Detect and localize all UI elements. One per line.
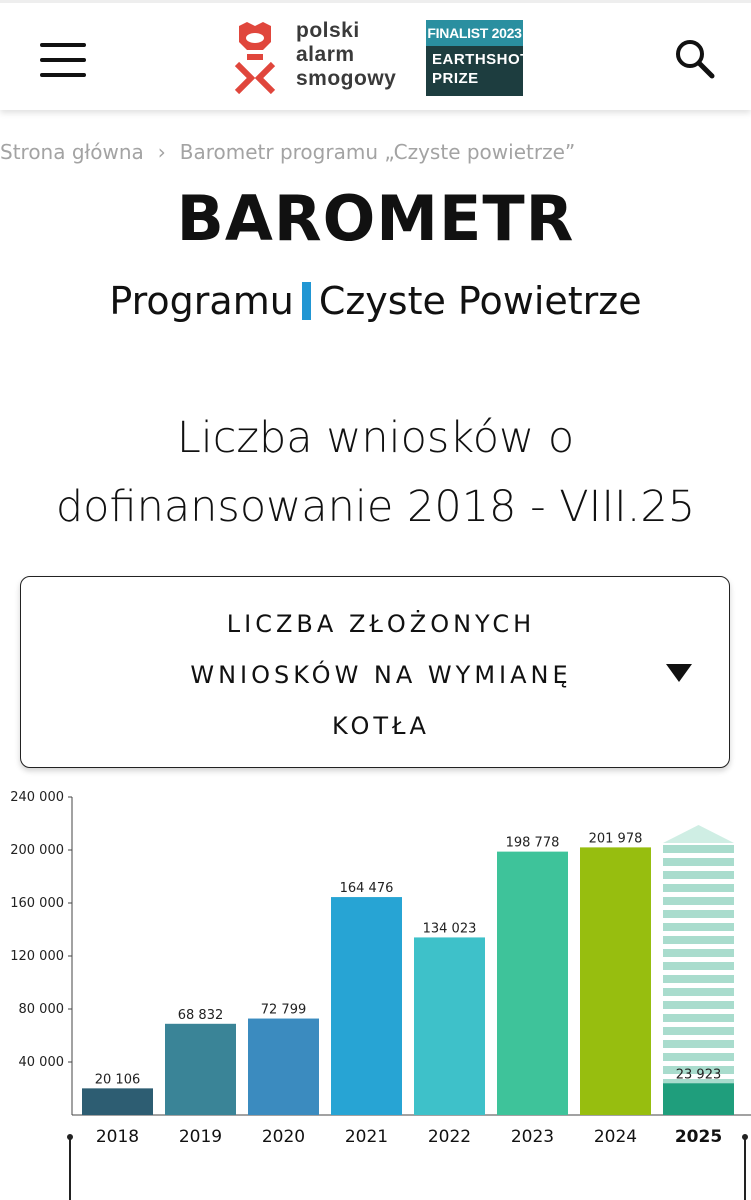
logo-line2: alarm [296, 43, 355, 66]
projection-stripe [663, 1053, 734, 1061]
projection-stripe [663, 1040, 734, 1048]
breadcrumb-current: Barometr programu „Czyste powietrze” [179, 140, 576, 164]
projection-stripe [663, 858, 734, 866]
y-tick-label: 200 000 [10, 843, 64, 858]
projection-stripe [663, 897, 734, 905]
data-label: 164 476 [339, 881, 394, 897]
data-label: 20 106 [94, 1072, 141, 1088]
menu-icon[interactable] [40, 43, 86, 77]
subtitle-divider [302, 282, 311, 320]
chevron-down-icon[interactable] [666, 664, 692, 682]
breadcrumb [0, 140, 575, 164]
page-subtitle [0, 279, 751, 323]
bar-2018 [82, 1088, 153, 1115]
projection-stripe [663, 923, 734, 931]
y-tick-label: 80 000 [18, 1002, 64, 1017]
data-label: 201 978 [588, 831, 643, 847]
x-tick-label: 2021 [344, 1127, 389, 1147]
projection-stripe [663, 975, 734, 983]
x-tick-label: 2018 [95, 1127, 140, 1147]
x-tick-label: 2020 [261, 1127, 306, 1147]
data-label: 134 023 [422, 921, 477, 937]
projection-stripe [663, 1014, 734, 1022]
logo-wordmark[interactable] [296, 19, 396, 91]
metric-select-label [121, 599, 641, 752]
x-tick-label: 2019 [178, 1127, 223, 1147]
x-tick-label: 2024 [593, 1127, 638, 1147]
search-icon[interactable] [672, 37, 718, 81]
chart-heading-line1: Liczba wniosków o [176, 413, 575, 463]
y-tick-label: 120 000 [10, 949, 64, 964]
bar-2020 [248, 1019, 319, 1115]
metric-label-line2: WNIOSKÓW NA WYMIANĘ [190, 661, 572, 689]
metric-label-line3: KOTŁA [332, 712, 430, 740]
metric-select[interactable] [20, 576, 730, 768]
projection-stripe [663, 910, 734, 918]
projection-stripe [663, 962, 734, 970]
metric-label-line1: LICZBA ZŁOŻONYCH [226, 610, 536, 638]
y-tick-label: 160 000 [10, 896, 64, 911]
subtitle-right: Czyste Powietrze [318, 279, 642, 323]
logo-line1: polski [296, 19, 360, 42]
projection-stripe [663, 936, 734, 944]
badge-line2: PRIZE [432, 70, 479, 87]
data-label: 23 923 [675, 1067, 722, 1083]
badge-line1: EARTHSHOT [432, 51, 530, 68]
bar-2025 [663, 1083, 734, 1115]
x-tick-label: 2025 [674, 1127, 723, 1147]
projection-stripe [663, 871, 734, 879]
bar-2022 [414, 937, 485, 1115]
polski-alarm-smogowy-logo-icon[interactable] [233, 20, 277, 94]
projection-stripe [663, 949, 734, 957]
x-tick-label: 2023 [510, 1127, 555, 1147]
bar-2021 [331, 897, 402, 1115]
projection-arrow [663, 825, 734, 843]
subtitle-left: Programu [109, 279, 294, 323]
breadcrumb-home-link[interactable]: Strona główna [0, 140, 144, 164]
site-header [0, 0, 751, 110]
earthshot-badge [426, 20, 530, 96]
data-label: 72 799 [260, 1002, 307, 1018]
chart-heading [0, 404, 751, 542]
projection-stripe [663, 884, 734, 892]
y-tick-label: 240 000 [10, 790, 64, 805]
x-tick-label: 2022 [427, 1127, 472, 1147]
page-title: BAROMETR [176, 182, 575, 255]
projection-stripe [663, 1027, 734, 1035]
y-tick-label: 40 000 [18, 1055, 64, 1070]
projection-stripe [663, 988, 734, 996]
projection-stripe [663, 845, 734, 853]
bar-2023 [497, 852, 568, 1115]
projection-stripe [663, 1001, 734, 1009]
chart-heading-line2: dofinansowanie 2018 - VIII.25 [55, 482, 696, 532]
breadcrumb-separator: › [157, 140, 166, 164]
data-label: 198 778 [505, 835, 560, 851]
data-label: 68 832 [177, 1007, 224, 1023]
bar-2024 [580, 847, 651, 1115]
logo-line3: smogowy [296, 67, 397, 90]
bar-2019 [165, 1024, 236, 1115]
badge-finalist: FINALIST 2023 [426, 20, 523, 46]
bar-chart [0, 780, 751, 1200]
